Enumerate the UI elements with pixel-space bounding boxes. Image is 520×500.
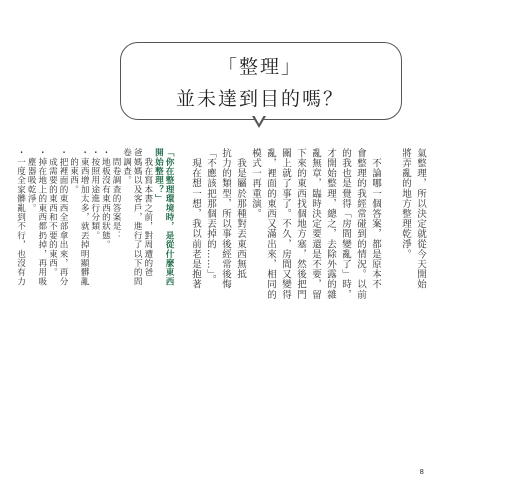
page-number: 8 <box>419 468 424 476</box>
text-column: 卷調查。 <box>121 148 132 185</box>
text-column: 問卷調查的答案是： <box>111 148 121 240</box>
text-column: 「不應該把那個丟掉的……」。 <box>205 148 216 285</box>
bullet-column: ・一度全家髒亂到不行，也沒有力 <box>15 148 26 286</box>
text-column: 爸媽媽以及客戶，進行了以下的問 <box>132 148 143 286</box>
bullet-column: ・掉在地上的東西都扔掉，再用吸 <box>36 148 47 286</box>
text-column: 抗力的類型，所以事後經常後悔 <box>220 148 231 290</box>
bullet-column: ・東西增加太多，就丟掉明顯髒亂 <box>79 148 90 286</box>
bullet-column: ・地板沒有東西的狀態。 <box>100 148 111 250</box>
question-column: 開始整理？」 <box>153 148 164 204</box>
bullet-column: ・按照用途進行分類。 <box>89 148 100 240</box>
text-column: 的我也是覺得「房間變亂了」時， <box>340 148 351 300</box>
text-column: 現在想一想，我以前老是抱著 <box>190 148 201 290</box>
text-column: 我在寫本書之前，對周遭的爸 <box>142 148 153 277</box>
text-column: 才開始整理，總之，去除外露的雜 <box>325 148 336 300</box>
bullet-column: 成需要的東西和不要的東西。 <box>47 148 58 277</box>
speech-bubble-tail-fill <box>254 115 264 124</box>
text-column: 關上就了事了。不久，房間又變得 <box>280 148 291 300</box>
text-column: 模式一再重演。 <box>250 148 261 219</box>
text-column: 氣整理，所以決定就從今天開始 <box>415 148 426 290</box>
bullet-column: 塵器吸乾淨。 <box>26 148 37 213</box>
text-column: 我是屬於那種對丟東西無抵 <box>235 148 246 280</box>
text-column: 亂無章，臨時決定要還是不要，留 <box>310 148 321 300</box>
question-column: 「你在整理環境時，是從什麼東西 <box>164 148 174 286</box>
bubble-title-line1: 「整理」 <box>217 56 302 78</box>
text-column: 將弄亂的地方整理乾淨。 <box>400 148 411 260</box>
text-column: 下來的東西找個地方塞，然後把門 <box>295 148 306 300</box>
bubble-title-line2: 並未達到目的嗎？ <box>175 88 344 110</box>
text-column: 不論哪一個答案，都是原本不 <box>370 148 381 290</box>
bullet-column: 的東西。 <box>68 148 79 194</box>
text-column: 亂，裡面的東西又滿出來，相同的 <box>265 148 276 300</box>
text-column: 會整理的我經常碰到的情況。以前 <box>355 148 366 300</box>
bullet-column: ・把裡面的東西全部拿出來，再分 <box>58 148 68 286</box>
